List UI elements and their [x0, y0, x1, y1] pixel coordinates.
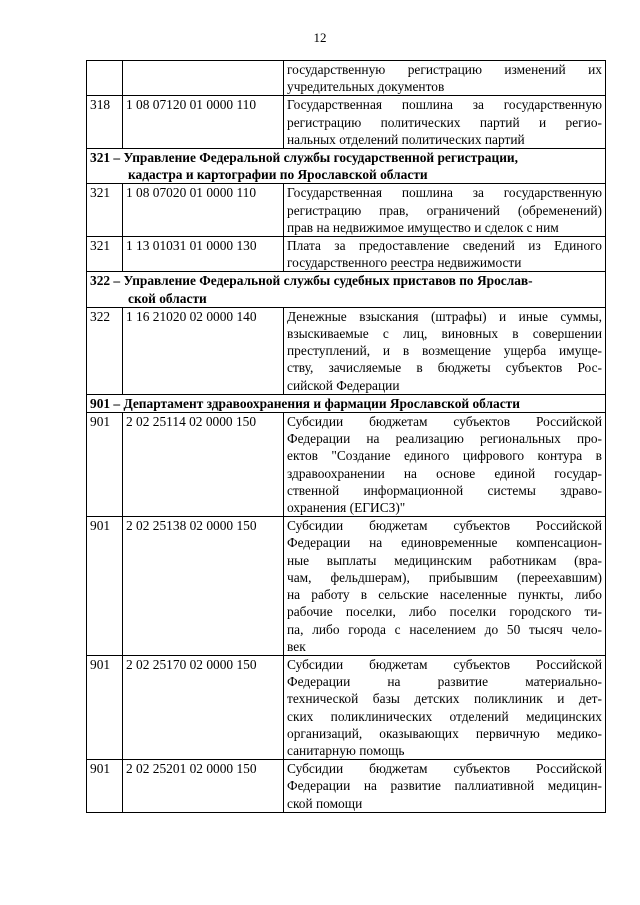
table-row: [87, 760, 606, 813]
revenue-name-line: взыскиваемые с лиц, виновных в совершении: [287, 326, 602, 342]
table-row: [87, 517, 606, 656]
revenue-name-cell: [284, 655, 606, 759]
revenue-name-line: здравоохранении на основе единой государ-: [287, 465, 602, 481]
revenue-name-cell: [284, 184, 606, 237]
revenue-name-line: ные выплаты медицинским работникам (вра-: [287, 552, 602, 568]
group-title-text: [90, 149, 602, 183]
revenue-code-cell: 2 02 25138 02 0000 150: [123, 517, 284, 656]
revenue-name-line: государственную регистрацию изменений их: [287, 62, 602, 77]
revenue-name-line: Субсидии бюджетам субъектов Российской: [287, 414, 602, 430]
administrator-code-cell: 901: [87, 655, 123, 759]
page-number: 12: [313, 30, 327, 45]
revenue-name-line: ектов "Создание единого цифрового контура в: [287, 448, 602, 464]
revenue-name-line: сийской Федерации: [287, 377, 400, 393]
group-title-line: ской области: [128, 290, 207, 306]
revenue-name-line: регистрацию политических партий и регио-: [287, 114, 602, 130]
revenue-name-line: преступлений, и в возмещение ущерба имуще-: [287, 343, 602, 359]
revenue-name-line: охранения (ЕГИСЗ)": [287, 500, 406, 516]
revenue-name-line: Государственная пошлина за государственную: [287, 97, 602, 113]
table-row: [87, 184, 606, 237]
administrator-code-cell: [87, 61, 123, 96]
revenue-name-line: санитарную помощь: [287, 742, 405, 758]
revenue-name-line: ских поликлинических отделений медицинских: [287, 708, 602, 724]
revenue-name-line: Федерации на развитие паллиативной медицин-: [287, 778, 602, 794]
group-title-line: 322 – Управление Федеральной службы судебных приставов по Ярослав-: [90, 273, 533, 289]
table-row: [87, 237, 606, 272]
revenue-name-line: на работу в сельские населенные пункты, либо: [287, 587, 602, 603]
revenue-name-line: Федерации на реализацию региональных про-: [287, 431, 602, 447]
revenue-name-line: регистрацию прав, ограничений (обременений): [287, 202, 602, 218]
revenue-code-cell: 1 08 07120 01 0000 110: [123, 96, 284, 149]
revenue-name-cell: [284, 413, 606, 517]
revenue-name-line: Субсидии бюджетам субъектов Российской: [287, 518, 602, 534]
revenue-name-line: па, либо города с населением до 50 тысяч чело-: [287, 621, 602, 637]
revenue-name-line: Субсидии бюджетам субъектов Российской: [287, 761, 602, 777]
administrator-group-title: [87, 272, 606, 307]
table-row: [87, 307, 606, 394]
revenue-name-line: Государственная пошлина за государственную: [287, 185, 602, 201]
revenue-name-line: нальных отделений политических партий: [287, 131, 525, 147]
administrator-group-row: [87, 272, 606, 307]
revenue-name-line: прав на недвижимое имущество и сделок с ним: [287, 219, 559, 235]
revenue-code-cell: [123, 61, 284, 96]
administrator-code-cell: 901: [87, 760, 123, 813]
revenue-name-line: технической базы детских поликлиник и дет-: [287, 691, 602, 707]
group-title-line: 901 – Департамент здравоохранения и фармации Ярославской области: [90, 395, 520, 411]
table-body: [87, 61, 606, 813]
administrator-code-cell: 322: [87, 307, 123, 394]
revenue-name-cell: [284, 237, 606, 272]
revenue-name-line: Плата за предоставление сведений из Единого: [287, 238, 602, 254]
revenue-codes-table: [86, 60, 606, 813]
revenue-code-cell: 1 16 21020 02 0000 140: [123, 307, 284, 394]
revenue-name-line: Субсидии бюджетам субъектов Российской: [287, 656, 602, 672]
revenue-name-line: ству, зачисляемые в бюджеты субъектов Рос-: [287, 360, 602, 376]
administrator-group-title: [87, 149, 606, 184]
table-row: [87, 61, 606, 96]
revenue-name-line: чам, фельдшерам), прибывшим (переехавшим): [287, 569, 602, 585]
administrator-code-cell: 318: [87, 96, 123, 149]
revenue-code-cell: 2 02 25114 02 0000 150: [123, 413, 284, 517]
administrator-code-cell: 901: [87, 413, 123, 517]
revenue-name-line: Федерации на единовременные компенсацион-: [287, 535, 602, 551]
revenue-name-line: ственной информационной системы здраво-: [287, 482, 602, 498]
revenue-code-cell: 1 13 01031 01 0000 130: [123, 237, 284, 272]
revenue-name-line: Федерации на развитие материально-: [287, 674, 602, 690]
revenue-code-cell: 1 08 07020 01 0000 110: [123, 184, 284, 237]
revenue-name-cell: [284, 96, 606, 149]
group-title-line: 321 – Управление Федеральной службы государственной регистрации,: [90, 150, 518, 166]
revenue-name-cell: [284, 307, 606, 394]
table-row: [87, 413, 606, 517]
administrator-group-row: [87, 149, 606, 184]
administrator-group-row: [87, 394, 606, 412]
revenue-name-line: государственного реестра недвижимости: [287, 255, 522, 271]
revenue-name-cell: [284, 61, 606, 96]
administrator-code-cell: 901: [87, 517, 123, 656]
administrator-code-cell: 321: [87, 237, 123, 272]
revenue-name-line: рабочие поселки, либо поселки городского ти-: [287, 604, 602, 620]
revenue-name-line: век: [287, 638, 306, 654]
group-title-text: [90, 395, 602, 412]
revenue-name-line: организаций, оказывающих первичную медико-: [287, 725, 602, 741]
table-row: [87, 655, 606, 759]
revenue-code-cell: 2 02 25170 02 0000 150: [123, 655, 284, 759]
revenue-name-line: учредительных документов: [287, 79, 445, 95]
table-row: [87, 96, 606, 149]
revenue-name-cell: [284, 517, 606, 656]
revenue-code-cell: 2 02 25201 02 0000 150: [123, 760, 284, 813]
group-title-text: [90, 272, 602, 306]
administrator-code-cell: 321: [87, 184, 123, 237]
group-title-line: кадастра и картографии по Ярославской области: [128, 167, 428, 183]
administrator-group-title: [87, 394, 606, 412]
revenue-name-line: Денежные взыскания (штрафы) и иные суммы,: [287, 308, 602, 324]
revenue-name-cell: [284, 760, 606, 813]
revenue-name-line: ской помощи: [287, 795, 363, 811]
